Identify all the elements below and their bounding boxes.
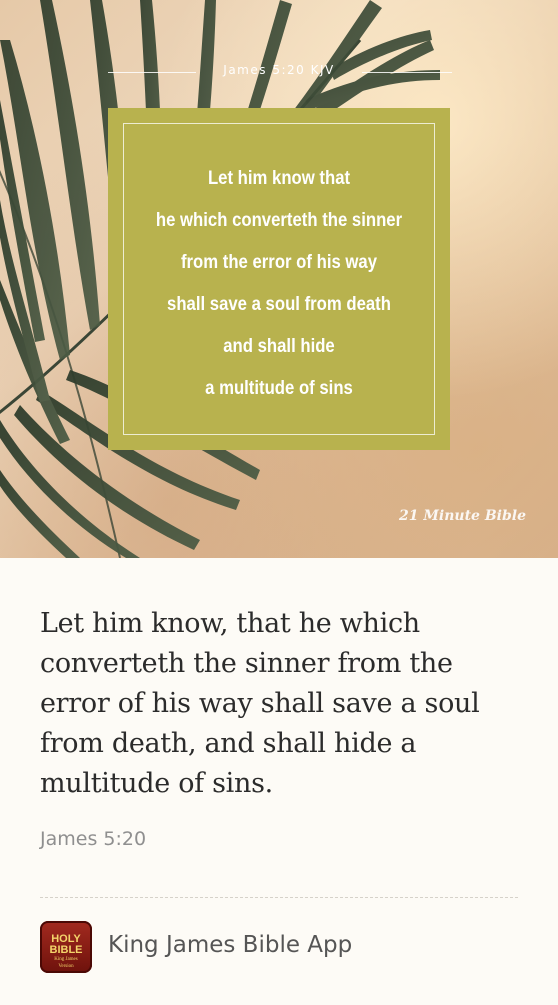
verse-overlay-text [129,158,430,410]
app-icon-text-bible: BIBLE [49,944,83,956]
bible-app-icon[interactable] [40,921,92,973]
verse-text: Let him know, that he which converteth the sinner from the error of his way shall save a soul from death, and shall hide a multitude of sins. [40,608,480,799]
verse-overlay-line: from the error of his way [180,252,378,273]
verse-reference[interactable]: James 5:20 [40,828,147,850]
verse-overlay-line: shall save a soul from death [167,294,391,315]
verse-overlay-line: he which converteth the sinner [155,210,403,231]
reference-rule-right [362,72,452,73]
dashed-divider [40,897,518,898]
verse-overlay-line: Let him know that [207,168,351,189]
app-icon-text-kjv: King James [54,957,78,962]
app-icon-text-version: Version [58,964,74,969]
app-name-link[interactable]: King James Bible App [108,932,353,958]
app-icon-text-holy: HOLY [51,933,81,945]
verse-overlay-line: a multitude of sins [205,378,353,399]
verse-overlay-box [108,108,450,450]
watermark-logo: 21 Minute Bible [399,508,526,524]
image-verse-reference: James 5:20 KJV [223,63,335,77]
verse-overlay-line: and shall hide [223,336,335,357]
